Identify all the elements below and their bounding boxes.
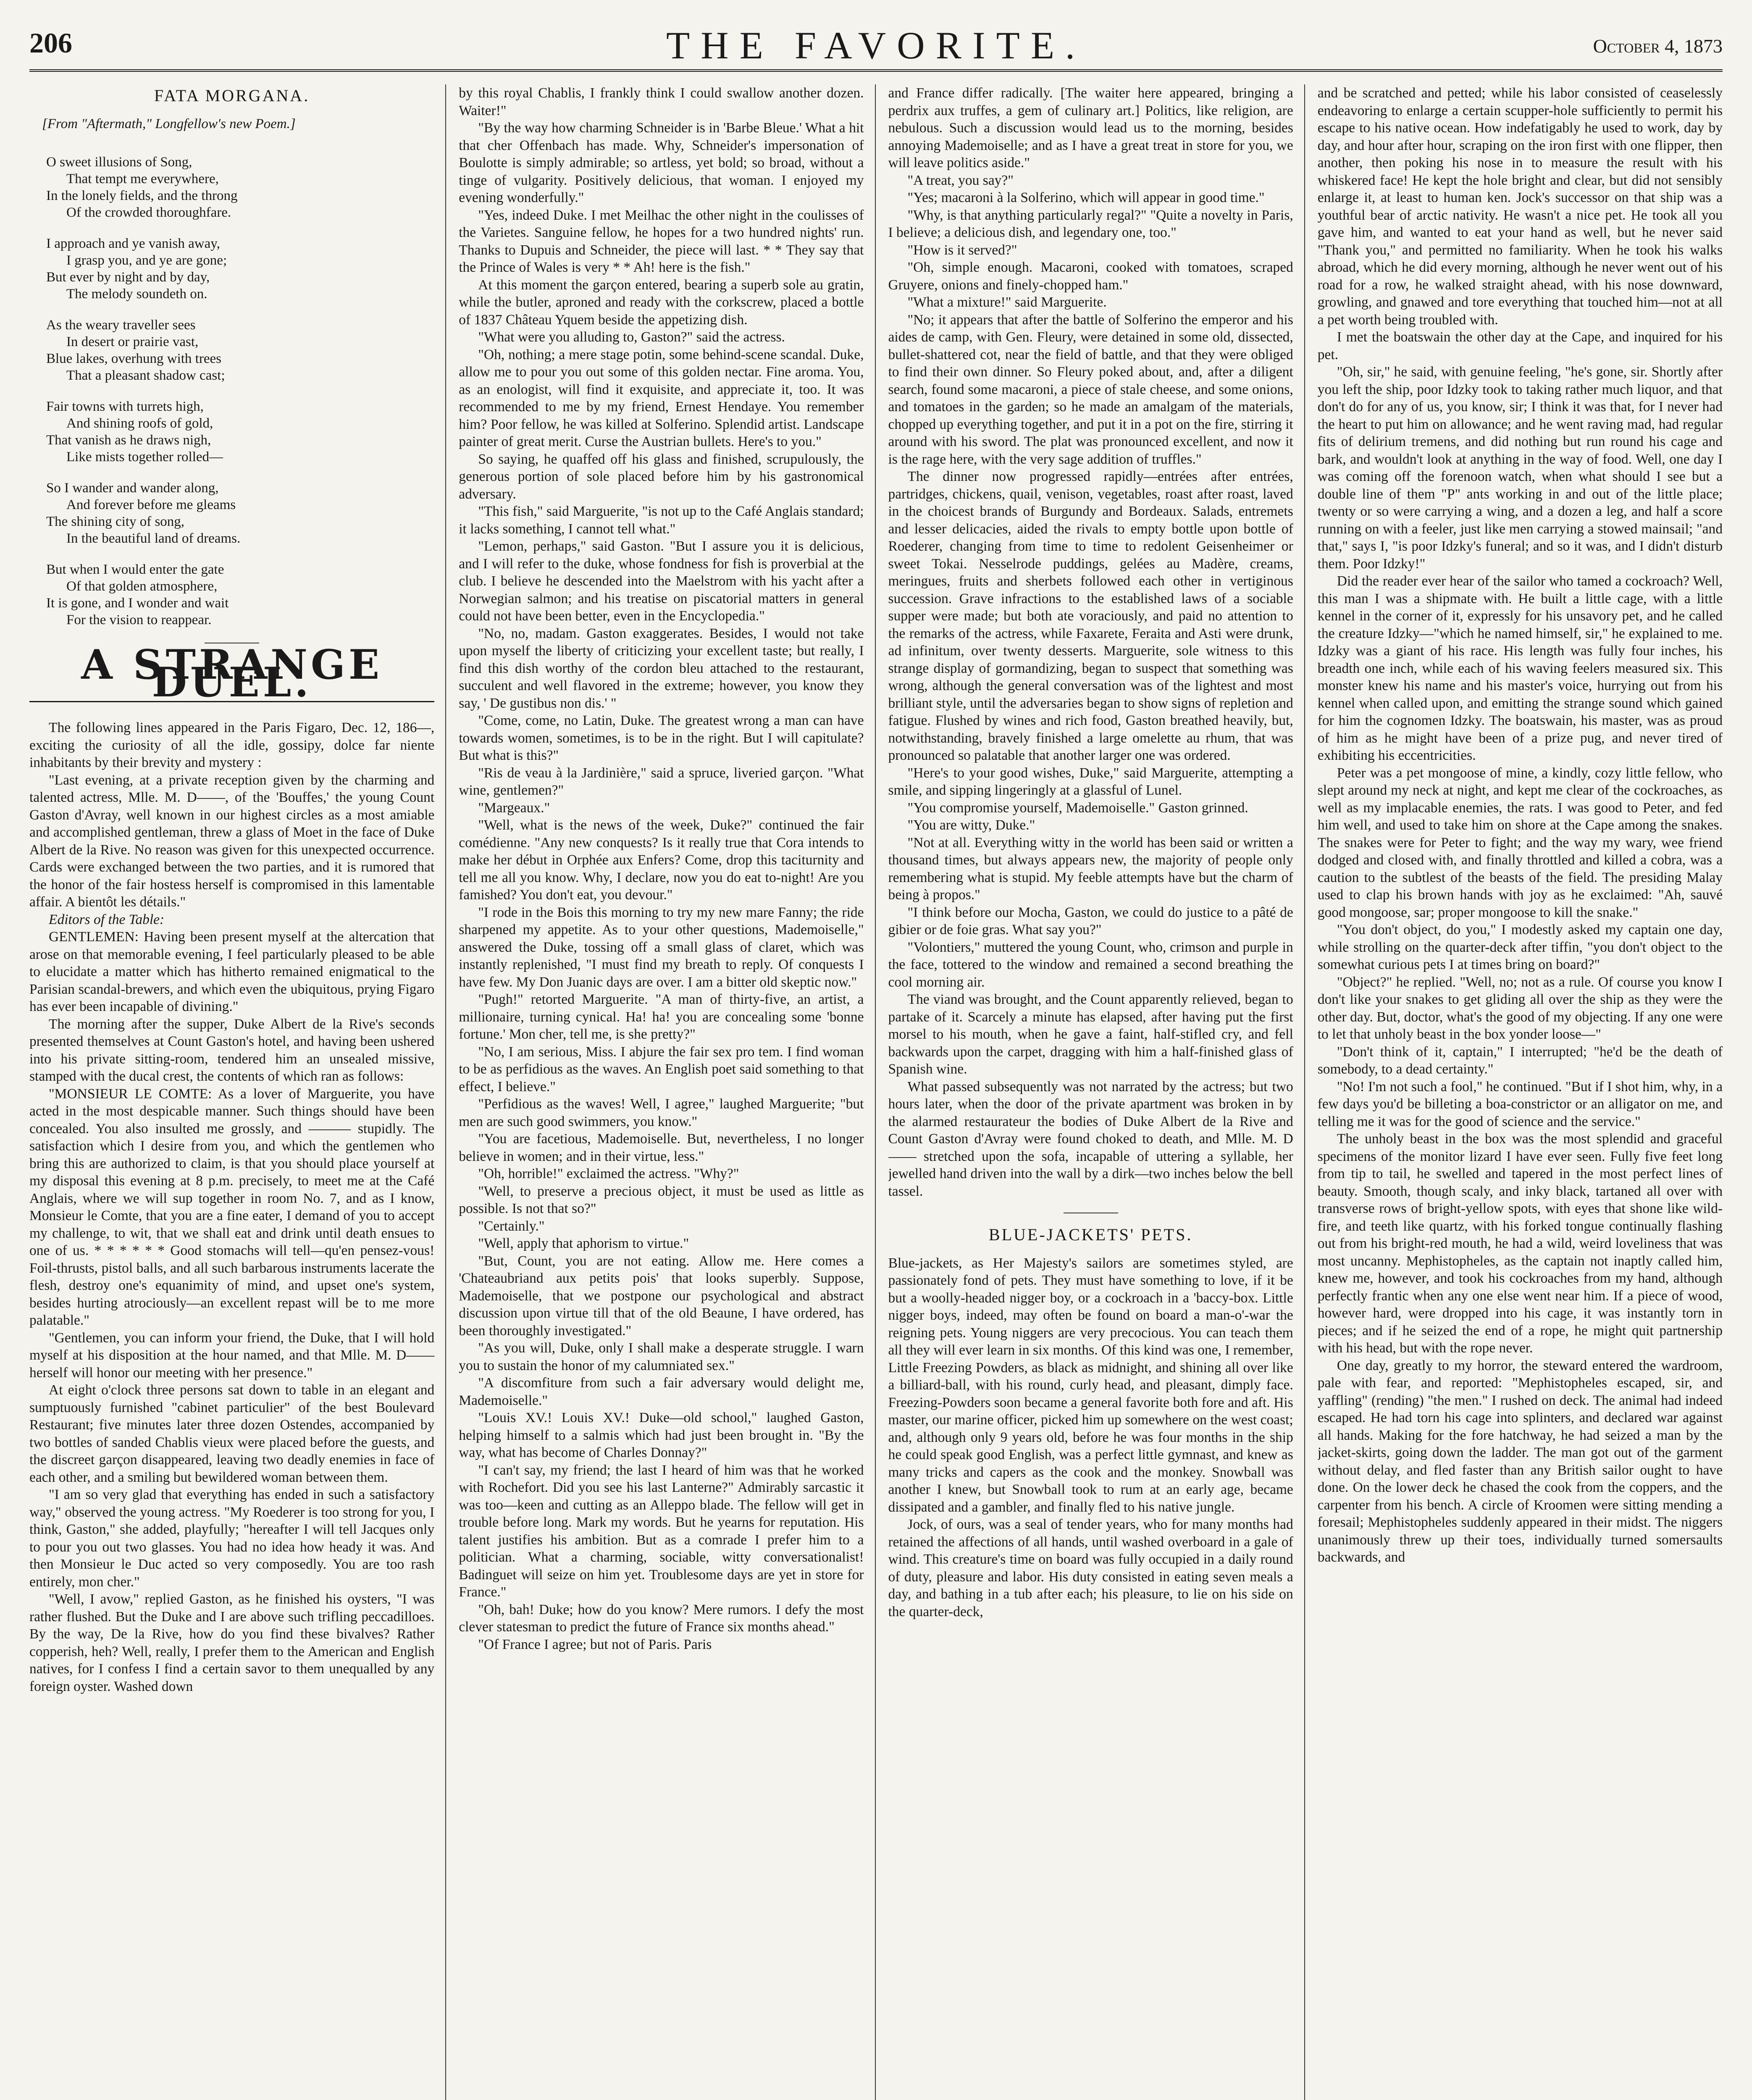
paragraph: and France differ radically. [The waiter here appeared, bringing a perdrix aux truffes, a gem of culinary art.] Politics, like religion, are nebulous. Such a discussion would lead us to the morning, besides annoying Mademoiselle; and as I have a great treat in store for you, we will leave politics aside." bbox=[888, 85, 1293, 171]
poem-line: That vanish as he draws nigh, bbox=[46, 433, 211, 448]
paragraph: "Oh, simple enough. Macaroni, cooked with tomatoes, scraped Gruyere, onions and finely-chopped ham." bbox=[888, 260, 1293, 293]
stanza bbox=[46, 154, 434, 221]
paragraph: "Last evening, at a private reception given by the charming and talented actress, Mlle. M. D——, of the 'Bouffes,' the young Count Gaston d'Avray, well known in our highest circles as a most amiable and accomplished gentleman, threw a glass of Moet in the face of Duke Albert de la Rive. No reason was given for this unexpected occurrence. Cards were exchanged between the two parties, and it is rumored that the honor of the fair hostess herself is compromised in this lamentable affair. A bientôt les détails." bbox=[29, 772, 435, 910]
issue-date: October 4, 1873 bbox=[1593, 35, 1723, 57]
poem-line: So I wander and wander along, bbox=[46, 480, 219, 496]
poem-stanzas bbox=[29, 154, 434, 628]
paragraph: "A treat, you say?" bbox=[907, 172, 1014, 188]
paragraph: I met the boatswain the other day at the Cape, and inquired for his pet. bbox=[1317, 329, 1723, 362]
paragraph: "Pugh!" retorted Marguerite. "A man of thirty-five, an artist, a millionaire, turning cynical. Ha! ha! you are concealing some 'bonne fortune.' Mon cher, tell me, is she pretty?" bbox=[459, 992, 864, 1042]
paragraph: "Of France I agree; but not of Paris. Paris bbox=[478, 1636, 712, 1652]
section-title: BLUE-JACKETS' PETS. bbox=[988, 1225, 1193, 1244]
paragraph: "What a mixture!" said Marguerite. bbox=[907, 294, 1107, 310]
poem-line: Fair towns with turrets high, bbox=[46, 399, 204, 414]
paragraph: "Ris de veau à la Jardinière," said a spruce, liveried garçon. "What wine, gentlemen?" bbox=[459, 765, 864, 798]
paragraph: "Oh, nothing; a mere stage potin, some behind-scene scandal. Duke, allow me to pour you out some of this golden nectar. Fine aroma. You, as an enologist, will find it exquisite, and appreciate it, too. It was recommended to me by my friend, Ernest Hendaye. You remember him? Poor fellow, he was killed at Solferino. Splendid artist. Landscape painter of great merit. Curse the Austrian bullets. Here's to you." bbox=[459, 346, 864, 449]
poem-line: I grasp you, and ye are gone; bbox=[66, 253, 227, 268]
poem-title: FATA MORGANA. bbox=[154, 86, 310, 105]
stanza bbox=[46, 317, 434, 384]
paragraph: What passed subsequently was not narrated by the actress; but two hours later, when the door of the private apartment was broken in by the alarmed restaurateur the bodies of Duke Albert de la Rive and Count Gaston d'Avray were found choked to death, and Mlle. M. D—— stretched upon the sofa, incapable of uttering a syllable, her jewelled hand driven into the wall by a dirk—two inches below the bell tassel. bbox=[888, 1079, 1293, 1199]
paragraph: "Well, apply that aphorism to virtue." bbox=[478, 1236, 689, 1251]
paragraph: "A discomfiture from such a fair adversary would delight me, Mademoiselle." bbox=[459, 1375, 864, 1408]
columns bbox=[29, 84, 1723, 2100]
column-3-body bbox=[888, 84, 1293, 1200]
paragraph: Editors of the Table: bbox=[49, 911, 165, 927]
column-3 bbox=[888, 84, 1305, 2100]
paragraph: At this moment the garçon entered, bearing a superb sole au gratin, while the butler, aproned and ready with the corkscrew, placed a bottle of 1837 Château Yquem beside the appetizing dish. bbox=[459, 277, 864, 328]
paragraph: "You don't object, do you," I modestly asked my captain one day, while strolling on the quarter-deck after tiffin, "you don't object to the somewhat curious pets I at times bring on board?" bbox=[1317, 922, 1723, 972]
poem-line: Like mists together rolled— bbox=[66, 449, 223, 465]
poem-line: In the lonely fields, and the throng bbox=[46, 188, 238, 203]
paragraph: "No, I am serious, Miss. I abjure the fair sex pro tem. I find woman to be as perfidious as the waves. An English poet said something to that effect, I believe." bbox=[459, 1044, 864, 1095]
newspaper-title: THE FAVORITE. bbox=[666, 24, 1086, 67]
paragraph: "Gentlemen, you can inform your friend, the Duke, that I will hold myself at his disposition at the hour named, and that Mlle. M. D—— herself will honor our meeting with her presence." bbox=[29, 1330, 435, 1381]
paragraph: Peter was a pet mongoose of mine, a kindly, cozy little fellow, who slept around my neck at night, and kept me clear of the cockroaches, as well as my implacable enemies, the rats. I was good to Peter, and fed him well, and used to take him on shore at the Cape among the snakes. The snakes were for Peter to fight; and the way my wary, wee friend dodged and closed with, and finally throttled and killed a cobra, was a caution to the subtlest of the beasts of the field. The presiding Malay used to clap his brown hands with joy as he exclaimed: "Ah, sauvé good mongoose, sar; proper mongoose to kill the snake." bbox=[1317, 765, 1723, 920]
paragraph: "Louis XV.! Louis XV.! Duke—old school," laughed Gaston, helping himself to a salmis which had just been brought in. "By the way, what has become of Charles Donnay?" bbox=[459, 1410, 864, 1460]
column-1-body bbox=[29, 719, 434, 1695]
poem-line: The shining city of song, bbox=[46, 514, 185, 529]
paragraph: "I am so very glad that everything has ended in such a satisfactory way," observed the young actress. "My Roederer is too strong for you, I think, Gaston," she added, playfully; "hereafter I will tell Jacques only to pour you out two glasses. You had no idea how heady it was. And then Monsieur le Duc acted so very composedly. You are too rash entirely, mon cher." bbox=[29, 1487, 435, 1590]
column-4-body bbox=[1318, 84, 1723, 1566]
paragraph: Did the reader ever hear of the sailor who tamed a cockroach? Well, this man I was a shipmate with. He built a little cage, with a little kennel in the corner of it, expressly for his unsavory pet, and he called the creature Idzky—"which he named himself, sir," he explained to me. Idzky was a giant of his race. His length was fully four inches, his breadth one inch, while each of his waving feelers measured six. This monster knew his name and his master's voice, hurrying out from his kennel when called upon, and emitting the strange sound which gained for him the cognomen Idzky. The boatswain, his master, was as proud of him as he might have been of a prize pug, and never tired of exhibiting his eccentricities. bbox=[1317, 573, 1723, 763]
poem-line: And forever before me gleams bbox=[66, 497, 236, 512]
stanza bbox=[46, 561, 434, 628]
poem-line: As the weary traveller sees bbox=[46, 318, 196, 333]
poem-line: Of that golden atmosphere, bbox=[66, 579, 218, 594]
page-number: 206 bbox=[29, 27, 72, 59]
paragraph: "No! I'm not such a fool," he continued. "But if I shot him, why, in a few days you'd be billeting a boa-constrictor or an alligator on me, and telling me it was for the good of science and the service." bbox=[1317, 1079, 1723, 1129]
paragraph: "Oh, sir," he said, with genuine feeling, "he's gone, sir. Shortly after you left the ship, poor Idzky took to taking rather much liquor, and that don't do for any of us, you know, sir; I think it was that, for I never had the heart to put him on allowance; and he went raving mad, had regular fits of delirium tremens, and did nothing but run round his cage and bark, and wouldn't look at anything in the way of food. Well, one day I was coming off the forenoon watch, when what should I see but a double line of them "P" ants working in and out of the little place; twenty or so were carrying a wing, and a dozen a leg, and half a score running on with a feeler, just like men carrying a stowed mainsail; "and that," says I, "is poor Idzky's funeral; and so it was, and I didn't disturb them. Poor Idzky!" bbox=[1317, 364, 1723, 572]
paragraph: "Well, to preserve a precious object, it must be used as little as possible. Is not that so?" bbox=[459, 1183, 864, 1216]
paragraph: "Certainly." bbox=[478, 1218, 545, 1234]
story-title: A STRANGE DUEL. bbox=[29, 656, 434, 702]
poem-line: That tempt me everywhere, bbox=[66, 171, 219, 186]
paragraph: "Perfidious as the waves! Well, I agree," laughed Marguerite; "but men are such good swimmers, you know." bbox=[459, 1096, 864, 1129]
poem-line: The melody soundeth on. bbox=[66, 286, 208, 302]
paragraph: The viand was brought, and the Count apparently relieved, began to partake of it. Scarcely a minute has elapsed, after having put the first morsel to his mouth, when he gave a faint, half-stifled cry, and fell backwards upon the carpet, dragging with him a half-finished glass of Spanish wine. bbox=[888, 992, 1293, 1077]
paragraph: The dinner now progressed rapidly—entrées after entrées, partridges, chickens, quail, venison, vegetables, roast after roast, laved in the choicest brands of Burgundy and Bordeaux. Salads, entremets and lesser delicacies, aided the rivals to empty bottle upon bottle of Roederer, changing from time to time to redolent Geisenheimer or sweet Tokai. Nesselrode puddings, gelées au Madère, creams, meringues, fruits and sherbets followed each other in vertiginous succession. Grave infractions to the established laws of a sociable supper were made; but both ate voraciously, and paid no attention to the remarks of the actress, while Faxarete, Feraita and Asti were drunk, ad infinitum, over twenty desserts. Marguerite, sole witness to this strange display of gormandizing, began to suspect that something was wrong, although the general conversation was of the lightest and most brilliant style, until the adversaries began to show signs of repletion and fatigue. Flushed by wines and rich food, Gaston breathed heavily, but, notwithstanding, bravely finished a large omelette au rhum, that was pronounced so palatable that another larger one was ordered. bbox=[888, 469, 1293, 763]
paragraph: "Oh, horrible!" exclaimed the actress. "Why?" bbox=[478, 1166, 739, 1181]
paragraph: "Not at all. Everything witty in the world has been said or written a thousand times, but always appears new, the majority of people only remembering what is stupid. My feeble attempts have but the charm of being à propos." bbox=[888, 835, 1293, 903]
paragraph: "By the way how charming Schneider is in 'Barbe Bleue.' What a hit that cher Offenbach has made. Why, Schneider's impersonation of Boulotte is simply admirable; so artless, yet bold; so broad, without a tinge of vulgarity. Positively delicious, that woman. I enjoyed my evening wonderfully." bbox=[459, 120, 864, 205]
paragraph: Blue-jackets, as Her Majesty's sailors are sometimes styled, are passionately fond of pets. They must have something to love, if it be but a woolly-headed nigger boy, or a cockroach in a 'baccy-box. Little nigger boys, indeed, may often be found on board a man-o'-war the reigning pets. Young niggers are very precocious. You can teach them all they will ever learn in six months. Of this kind was one, I remember, Little Freezing Powders, as black as midnight, and shining all over like a billiard-ball, with his round, curly head, and pleasant, dimply face. Freezing-Powders soon became a general favorite both fore and aft. His master, our marine officer, picked him up somewhere on the west coast; and, although only 9 years old, before he was four months in the ship he could speak good English, was a perfect little gymnast, and knew as many tricks and capers as the cook and the monkey. Snowball was another I knew, but Snowball took to rum at an early age, became dissipated and a gambler, and finally fled to his native jungle. bbox=[888, 1255, 1293, 1515]
paragraph: "MONSIEUR LE COMTE: As a lover of Marguerite, you have acted in the most despicable manner. Such things should have been concealed. You also insulted me grossly, and ——— stupidly. The satisfaction which I desire from you, and which the gentlemen who bring this are authorized to claim, is that you should place yourself at my disposal this evening at 8 p.m. precisely, to meet me at the Café Anglais, where we will sup together in room No. 7, and as I know, Monsieur le Comte, that you are a fine eater, I demand of you to accept my challenge, to wit, that we shall eat and drink until death ensues to one of us. * * * * * * Good stomachs will tell—qu'en pensez-vous! Foil-thrusts, pistol balls, and all such barbarous instruments lacerate the flesh, destroy one's equanimity of mind, and upset one's system, besides hurting atrociously—an excellent repast will be to me more palatable." bbox=[29, 1086, 435, 1328]
column-2-body bbox=[459, 84, 864, 1653]
paragraph: "Oh, bah! Duke; how do you know? Mere rumors. I defy the most clever statesman to predict the future of France six months ahead." bbox=[459, 1601, 864, 1635]
paragraph: "I rode in the Bois this morning to try my new mare Fanny; the ride sharpened my appetite. As to your other questions, Mademoiselle," answered the Duke, tossing off a small glass of claret, which was instantly replenished, "I must find my breath to reply. Of conquests I have few. My Don Juanic days are over. I am a bitter old skeptic now." bbox=[459, 904, 864, 990]
poem-line: In desert or prairie vast, bbox=[66, 334, 199, 349]
paragraph: One day, greatly to my horror, the steward entered the wardroom, pale with fear, and reported: "Mephistopheles escaped, sir, and yaffling" (rending) "the men." I rushed on deck. The animal had indeed escaped. He had torn his cage into splinters, and declared war against all hands. Making for the fore hatchway, he had seized a man by the jacket-skirts, going down the ladder. The man got out of the garment without delay, and fled faster than any British sailor ought to have done. On the lower deck he chased the cook from the coppers, and the carpenter from his bench. A circle of Kroomen were sitting mending a foresail; Mephistopheles suddenly appeared in their midst. The niggers unanimously threw up their toes, individually turned somersaults backwards, and bbox=[1317, 1357, 1723, 1565]
paragraph: The unholy beast in the box was the most splendid and graceful specimens of the monitor lizard I have ever seen. Fully five feet long from tip to tail, he swelled and tapered in the most perfect lines of beauty. Smooth, though scaly, and inky black, tartaned all over with transverse rows of bright-yellow spots, with eyes that shone like wild-fire, and teeth like quartz, with his forked tongue continually flashing out from his bright-red mouth, he had a wild, weird loveliness that was most uncanny. Mephistopheles, as the captain not inaptly called him, knew me, however, and took his cockroaches from my hand, although perfectly frantic when any one else went near him. If a piece of wood, however hard, were dropped into his cage, it was instantly torn in pieces; and if he seized the end of a rope, he might quit partnership with his head, but with the rope never. bbox=[1317, 1131, 1723, 1356]
paragraph: "Margeaux." bbox=[478, 800, 550, 816]
paragraph: At eight o'clock three persons sat down to table in an elegant and sumptuously furnished "cabinet particulier" of the best Boulevard Restaurant; five minutes later three dozen Ostendes, accompanied by two bottles of sanded Chablis vieux were placed before the guests, and the discreet garçon disappeared, leaving two deadly enemies in face of each other, and a smiling but bewildered woman between them. bbox=[29, 1382, 435, 1485]
column-4 bbox=[1318, 84, 1723, 2100]
paragraph: "Lemon, perhaps," said Gaston. "But I assure you it is delicious, and I will refer to the duke, whose fondness for fish is proverbial at the club. I believe he descended into the Maelstrom with his yacht after a Norwegian salmon; and his treatise on piscatorial matters in general could not have been better, even in the Encyclopedia." bbox=[459, 538, 864, 624]
poem-line: I approach and ye vanish away, bbox=[46, 236, 220, 251]
stanza bbox=[46, 235, 434, 302]
column-2 bbox=[459, 84, 875, 2100]
poem-line: Of the crowded thoroughfare. bbox=[66, 205, 231, 220]
paragraph: "Here's to your good wishes, Duke," said Marguerite, attempting a smile, and sipping lingeringly at a glassful of Lunel. bbox=[888, 765, 1293, 798]
paragraph: "Well, I avow," replied Gaston, as he finished his oysters, "I was rather flushed. But the Duke and I are above such trifling peccadilloes. By the way, De la Rive, how do you find these bivalves? Rather copperish, heh? Well, really, I prefer them to the American and English natives, for I confess I find a certain savor to them unequalled by any foreign oyster. Washed down bbox=[29, 1591, 435, 1694]
paragraph: "But, Count, you are not eating. Allow me. Here comes a 'Chateaubriand aux petits pois' that looks superbly. Suppose, Mademoiselle, that we postpone our psychological and abstract discussion upon virtue till that of the old Beaune, I have ordered, has been thoroughly investigated." bbox=[459, 1253, 864, 1339]
paragraph: "Don't think of it, captain," I interrupted; "he'd be the death of somebody, to a dead certainty." bbox=[1317, 1044, 1723, 1077]
poem-line: For the vision to reappear. bbox=[66, 612, 212, 627]
paragraph: "Volontiers," muttered the young Count, who, crimson and purple in the face, tottered to the window and remained a second breathing the cool morning air. bbox=[888, 939, 1293, 990]
paragraph: "This fish," said Marguerite, "is not up to the Café Anglais standard; it lacks something, I cannot tell what." bbox=[459, 504, 864, 537]
masthead bbox=[29, 23, 1723, 72]
paragraph: The following lines appeared in the Paris Figaro, Dec. 12, 186—, exciting the curiosity of all the idle, gossipy, dolce far niente inhabitants by their brevity and mystery : bbox=[29, 720, 435, 770]
paragraph: "I can't say, my friend; the last I heard of him was that he worked with Rochefort. Did you see his last Lanterne?" Admirably sarcastic it was too—keen and cutting as an Alleppo blade. The fellow will get in trouble before long. Mark my words. But he yearns for reputation. His talent justifies his ambition. But as a comrade I prefer him to a politician. What a charming, sociable, witty conversationalist! Badinguet will seize on him yet. Troublesome days are yet in store for France." bbox=[459, 1462, 864, 1600]
paragraph: "Yes, indeed Duke. I met Meilhac the other night in the coulisses of the Varietes. Sanguine fellow, he hopes for a two hundred nights' run. Thanks to Dupuis and Schneider, the piece will last. * * They say that the Prince of Wales is very * * Ah! here is the fish." bbox=[459, 207, 864, 275]
paragraph: GENTLEMEN: Having been present myself at the altercation that arose on that memorable evening, I feel particularly pleased to be able to elucidate a matter which has hitherto remained enigmatical to the Parisian scandal-brewers, and which even the ubiquitous, prying Figaro has ever been incapable of divining." bbox=[29, 929, 435, 1014]
paragraph: "No; it appears that after the battle of Solferino the emperor and his aides de camp, with Gen. Fleury, were detained in some old, dissected, bullet-shattered cot, near the field of battle, and that they were obliged to find their own dinner. So Fleury poked about, and, after a diligent search, found some macaroni, a piece of stale cheese, and some onions, and tomatoes in the garden; so he made an amalgam of the materials, chopped up everything together, and put it in a pot on the fire, stirring it around with his sword. The plat was pronounced excellent, and now it is the rage here, with the very sage addition of truffles." bbox=[888, 312, 1293, 467]
paragraph: "You are witty, Duke." bbox=[907, 817, 1035, 833]
poem-line: In the beautiful land of dreams. bbox=[66, 531, 241, 546]
paragraph: "You compromise yourself, Mademoiselle." Gaston grinned. bbox=[907, 800, 1248, 816]
poem-line: That a pleasant shadow cast; bbox=[66, 368, 225, 383]
paragraph: So saying, he quaffed off his glass and finished, scrupulously, the generous portion of sole placed before him by his gastronomical adversary. bbox=[459, 451, 864, 502]
poem-credit: [From "Aftermath," Longfellow's new Poem.] bbox=[42, 116, 296, 131]
poem-line: And shining roofs of gold, bbox=[66, 416, 213, 431]
poem-line: But ever by night and by day, bbox=[46, 270, 210, 285]
paragraph: "Come, come, no Latin, Duke. The greatest wrong a man can have towards women, sometimes, is to be in the right. But I will capitulate? But what is this?" bbox=[459, 713, 864, 763]
column-3-body-2 bbox=[888, 1255, 1293, 1621]
paragraph: "As you will, Duke, only I shall make a desperate struggle. I warn you to sustain the honor of my calumniated sex." bbox=[459, 1340, 864, 1373]
stanza bbox=[46, 480, 434, 547]
poem-line: O sweet illusions of Song, bbox=[46, 155, 192, 170]
poem-line: Blue lakes, overhung with trees bbox=[46, 351, 221, 366]
paragraph: Jock, of ours, was a seal of tender years, who for many months had retained the affections of all hands, until washed overboard in a gale of wind. This creature's time on board was fully occupied in a daily round of duty, pleasure and labor. His duty consisted in eating seven meals a day, and bathing in a tub after each; his pleasure, to lie on his side on the quarter-deck, bbox=[888, 1517, 1293, 1620]
column-1 bbox=[29, 84, 446, 2100]
paragraph: by this royal Chablis, I frankly think I could swallow another dozen. Waiter!" bbox=[459, 85, 864, 118]
poem-line: But when I would enter the gate bbox=[46, 562, 224, 577]
paragraph: "How is it served?" bbox=[907, 242, 1017, 258]
stanza bbox=[46, 398, 434, 465]
paragraph: "I think before our Mocha, Gaston, we could do justice to a pâté de gibier or de foie gras. What say you?" bbox=[888, 904, 1293, 937]
paragraph: and be scratched and petted; while his labor consisted of ceaselessly endeavoring to enlarge a certain scupper-hole sufficiently to permit his escape to his native ocean. How indefatigably he used to work, day by day, and hour after hour, scraping on the iron first with one flipper, then another, then poking his nose in to measure the result with his whiskered face! He kept the hole bright and clear, but did not sensibly enlarge it, at least to human ken. Jock's successor on that ship was a youthful bear of arctic nativity. He wasn't a nice pet. He took all you gave him, and wanted to eat your hand as well, but he never said "Thank you," and permitted no familiarity. When he took his walks abroad, which he did every morning, although he never went out of his road for a row, he walked straight ahead, with his nose downward, growling, and gnawed and tore everything that touched him—not at all a pet worth being troubled with. bbox=[1317, 85, 1723, 328]
poem-line: It is gone, and I wonder and wait bbox=[46, 596, 229, 611]
paragraph: "What were you alluding to, Gaston?" said the actress. bbox=[478, 329, 785, 345]
paragraph: "Object?" he replied. "Well, no; not as a rule. Of course you know I don't like your snakes to get gliding all over the ship as they were the other day. But, doctor, what's the good of my objecting. If any one were to let that unholy beast in the box yonder loose—" bbox=[1317, 974, 1723, 1042]
paragraph: "Yes; macaroni à la Solferino, which will appear in good time." bbox=[907, 190, 1265, 205]
paragraph: "Well, what is the news of the week, Duke?" continued the fair comédienne. "Any new conquests? Is it really true that Cora intends to make her début in Orphée aux Enfers? Come, drop this taciturnity and tell me all you know. Why, I declare, now you do eat to-night! Are you famished? You don't eat, you devour." bbox=[459, 817, 864, 903]
paragraph: "Why, is that anything particularly regal?" "Quite a novelty in Paris, I believe; a delicious dish, and legendary one, too." bbox=[888, 207, 1293, 240]
paragraph: "No, no, madam. Gaston exaggerates. Besides, I would not take upon myself the liberty of criticizing your excellent taste; but really, I find this dish worthy of the cordon bleu attached to the restaurant, succulent and well flavored in the extreme; however, you know they say, ' De gustibus non dis.' " bbox=[459, 625, 864, 711]
paragraph: The morning after the supper, Duke Albert de la Rive's seconds presented themselves at Count Gaston's hotel, and having been ushered into his private sitting-room, tendered him an unsealed missive, stamped with the ducal crest, the contents of which ran as follows: bbox=[29, 1016, 435, 1084]
paragraph: "You are facetious, Mademoiselle. But, nevertheless, I no longer believe in women; and in their virtue, less." bbox=[459, 1131, 864, 1164]
